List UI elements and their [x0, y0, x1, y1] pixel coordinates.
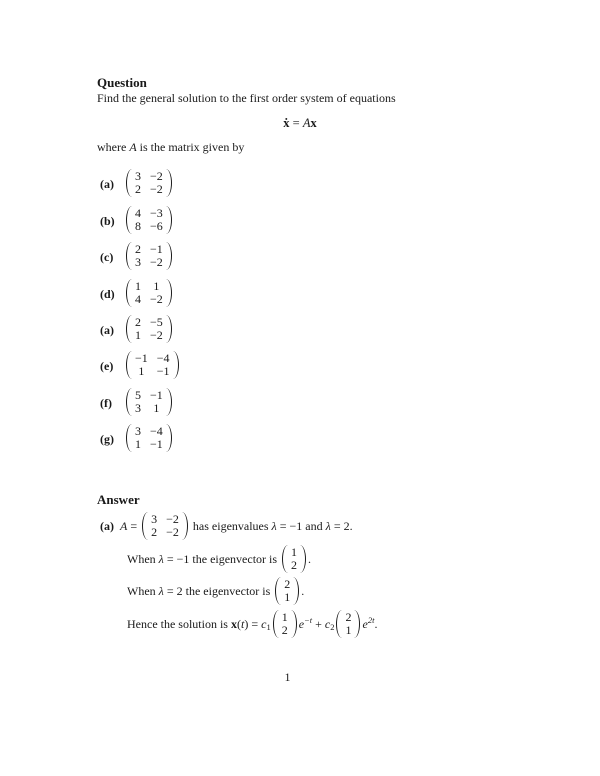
- xdot-symbol: ẋ: [283, 116, 290, 130]
- matrix-cell: 3: [135, 169, 141, 183]
- matrix: [126, 424, 172, 452]
- equals-sign: =: [130, 518, 138, 533]
- matrix-cell: −2: [150, 182, 163, 196]
- item-label: (g): [100, 431, 114, 446]
- column-vector: [336, 610, 360, 638]
- vector-cell: 2: [345, 610, 352, 624]
- column-vector: [275, 577, 299, 605]
- where-text-2: is the matrix given by: [139, 140, 245, 154]
- c1-subscript: 1: [266, 621, 271, 632]
- left-paren-char: (: [236, 616, 241, 631]
- c1-symbol: c: [261, 616, 267, 631]
- question-item-g: [100, 424, 174, 454]
- where-line: [97, 140, 244, 155]
- matrix-cell: −2: [150, 292, 163, 306]
- matrix-cell: 8: [135, 219, 141, 233]
- x-symbol: x: [310, 116, 317, 130]
- lambda-symbol: λ: [158, 583, 164, 598]
- right-paren: [354, 610, 360, 638]
- vector-cell: 1: [281, 610, 288, 624]
- column-vector: [282, 545, 306, 573]
- equals-sign: =: [292, 116, 300, 130]
- right-paren: [166, 169, 172, 197]
- vector-cell: 1: [291, 545, 298, 559]
- c2-subscript: 2: [330, 621, 335, 632]
- matrix-cell: −1: [135, 351, 148, 365]
- right-paren: [166, 206, 172, 234]
- matrix-A-symbol: A: [302, 116, 311, 130]
- question-item-d: [100, 279, 174, 309]
- matrix-cells: [132, 242, 166, 270]
- right-paren: [166, 242, 172, 270]
- column-vector: [273, 610, 297, 638]
- matrix-cells: [148, 512, 182, 540]
- period: .: [301, 583, 305, 598]
- right-paren: [291, 610, 297, 638]
- item-label: (a): [100, 322, 114, 337]
- vector-cell: 2: [281, 623, 288, 637]
- matrix-cell: 4: [135, 206, 141, 220]
- matrix-cells: [132, 315, 166, 343]
- matrix-cell: −4: [150, 424, 163, 438]
- lambda-symbol: λ: [325, 518, 331, 533]
- equals-sign: =: [251, 616, 259, 631]
- matrix: [126, 388, 172, 416]
- exponent-2: 2t: [367, 614, 375, 625]
- right-paren: [166, 315, 172, 343]
- eigenvector-text: the eigenvector is: [185, 583, 271, 598]
- period: .: [308, 551, 312, 566]
- lambda-value-2: = 2.: [333, 518, 353, 533]
- matrix-cell: 1: [135, 437, 141, 451]
- right-paren-char: ): [244, 616, 249, 631]
- matrix-cell: 3: [135, 401, 141, 415]
- vector-cell: 1: [284, 590, 291, 604]
- matrix-cell: −2: [166, 512, 179, 526]
- matrix-cell: −4: [156, 351, 170, 365]
- matrix-cells: [132, 351, 173, 379]
- matrix-cell: −2: [150, 169, 163, 183]
- item-label: (c): [100, 249, 114, 264]
- matrix-cell: −1: [150, 437, 163, 451]
- matrix-cell: 1: [153, 401, 160, 415]
- matrix: [126, 315, 172, 343]
- matrix: [126, 242, 172, 270]
- right-paren: [300, 545, 306, 573]
- matrix-cell: 3: [135, 255, 141, 269]
- matrix-cell: 1: [153, 279, 160, 293]
- matrix-cells: [288, 545, 300, 573]
- lambda-symbol: λ: [158, 551, 164, 566]
- c2-symbol: c: [324, 616, 331, 631]
- matrix-cell: −2: [150, 255, 163, 269]
- right-paren: [293, 577, 299, 605]
- matrix-cell: −2: [150, 328, 163, 342]
- matrix-cell: −1: [150, 388, 163, 402]
- exponent-1: −t: [304, 614, 313, 625]
- matrix-cell: 2: [135, 242, 141, 256]
- question-item-a: [100, 169, 174, 199]
- question-intro: Find the general solution to the first order system of equations: [97, 91, 396, 105]
- eigenvector-line-2: [127, 578, 304, 606]
- when-text: When: [127, 583, 156, 598]
- right-paren: [166, 279, 172, 307]
- matrix: [126, 206, 172, 234]
- lambda-symbol: λ: [271, 518, 277, 533]
- where-text: where: [97, 140, 127, 154]
- vector-cell: 2: [291, 558, 298, 572]
- matrix-cell: −3: [150, 206, 163, 220]
- right-paren: [182, 512, 188, 540]
- matrix: [126, 169, 172, 197]
- right-paren: [173, 351, 179, 379]
- period: .: [374, 616, 378, 631]
- right-paren: [166, 424, 172, 452]
- matrix-cells: [132, 206, 166, 234]
- lambda-value-1: = −1: [279, 518, 303, 533]
- matrix-cell: 3: [135, 424, 141, 438]
- matrix-cell: −1: [156, 364, 170, 378]
- matrix: [126, 279, 172, 307]
- matrix-cell: 4: [135, 292, 141, 306]
- question-item-b: [100, 206, 174, 236]
- matrix-cells: [342, 610, 354, 638]
- matrix-A-symbol: A: [129, 140, 137, 154]
- matrix-cell: 2: [135, 182, 141, 196]
- answer-part-a-line: [100, 513, 353, 541]
- matrix-cell: −6: [150, 219, 163, 233]
- right-paren: [166, 388, 172, 416]
- question-item-e: [100, 351, 181, 381]
- when-text: When: [127, 551, 156, 566]
- matrix-cell: −1: [150, 242, 163, 256]
- matrix-cells: [132, 424, 166, 452]
- matrix-cell: 5: [135, 388, 141, 402]
- question-item-f: [100, 388, 174, 418]
- matrix-cell: 1: [135, 328, 141, 342]
- matrix-A-symbol: A: [120, 518, 128, 533]
- matrix-cells: [279, 610, 291, 638]
- hence-text: Hence the solution is: [127, 616, 228, 631]
- vector-cell: 1: [345, 623, 352, 637]
- item-label: (a): [100, 176, 114, 191]
- matrix-cell: 3: [151, 512, 158, 526]
- solution-line: [127, 611, 377, 639]
- question-item-c: [100, 242, 174, 272]
- item-label: (e): [100, 358, 114, 373]
- item-label: (f): [100, 395, 112, 410]
- matrix-cell: 1: [135, 279, 141, 293]
- eigenvector-line-1: [127, 546, 311, 574]
- matrix-cell: −5: [150, 315, 163, 329]
- item-label: (b): [100, 213, 115, 228]
- and-text: and: [305, 518, 323, 533]
- item-label: (d): [100, 286, 115, 301]
- matrix-cell: 1: [138, 364, 145, 378]
- matrix: [142, 512, 188, 540]
- display-equation: [97, 116, 503, 131]
- question-item-a2: [100, 315, 174, 345]
- answer-heading: Answer: [97, 492, 140, 507]
- t-symbol: t: [240, 616, 245, 631]
- page-number: 1: [284, 670, 291, 684]
- e-symbol: e: [362, 616, 368, 631]
- eigenvector-text: the eigenvector is: [192, 551, 278, 566]
- item-label: (a): [100, 518, 114, 533]
- matrix-cell: 2: [135, 315, 141, 329]
- vector-cell: 2: [284, 577, 291, 591]
- lambda-value: = −1: [166, 551, 190, 566]
- matrix-cells: [281, 577, 293, 605]
- lambda-value: = 2: [166, 583, 183, 598]
- matrix: [126, 351, 179, 379]
- matrix-cell: −2: [166, 525, 179, 539]
- matrix-cells: [132, 388, 166, 416]
- e-symbol: e: [298, 616, 305, 631]
- eigenvalues-text: has eigenvalues: [192, 518, 269, 533]
- matrix-cells: [132, 279, 166, 307]
- x-symbol: x: [230, 616, 237, 631]
- question-heading: Question: [97, 75, 147, 90]
- plus-sign: +: [315, 616, 322, 631]
- matrix-cell: 2: [151, 525, 158, 539]
- matrix-cells: [132, 169, 166, 197]
